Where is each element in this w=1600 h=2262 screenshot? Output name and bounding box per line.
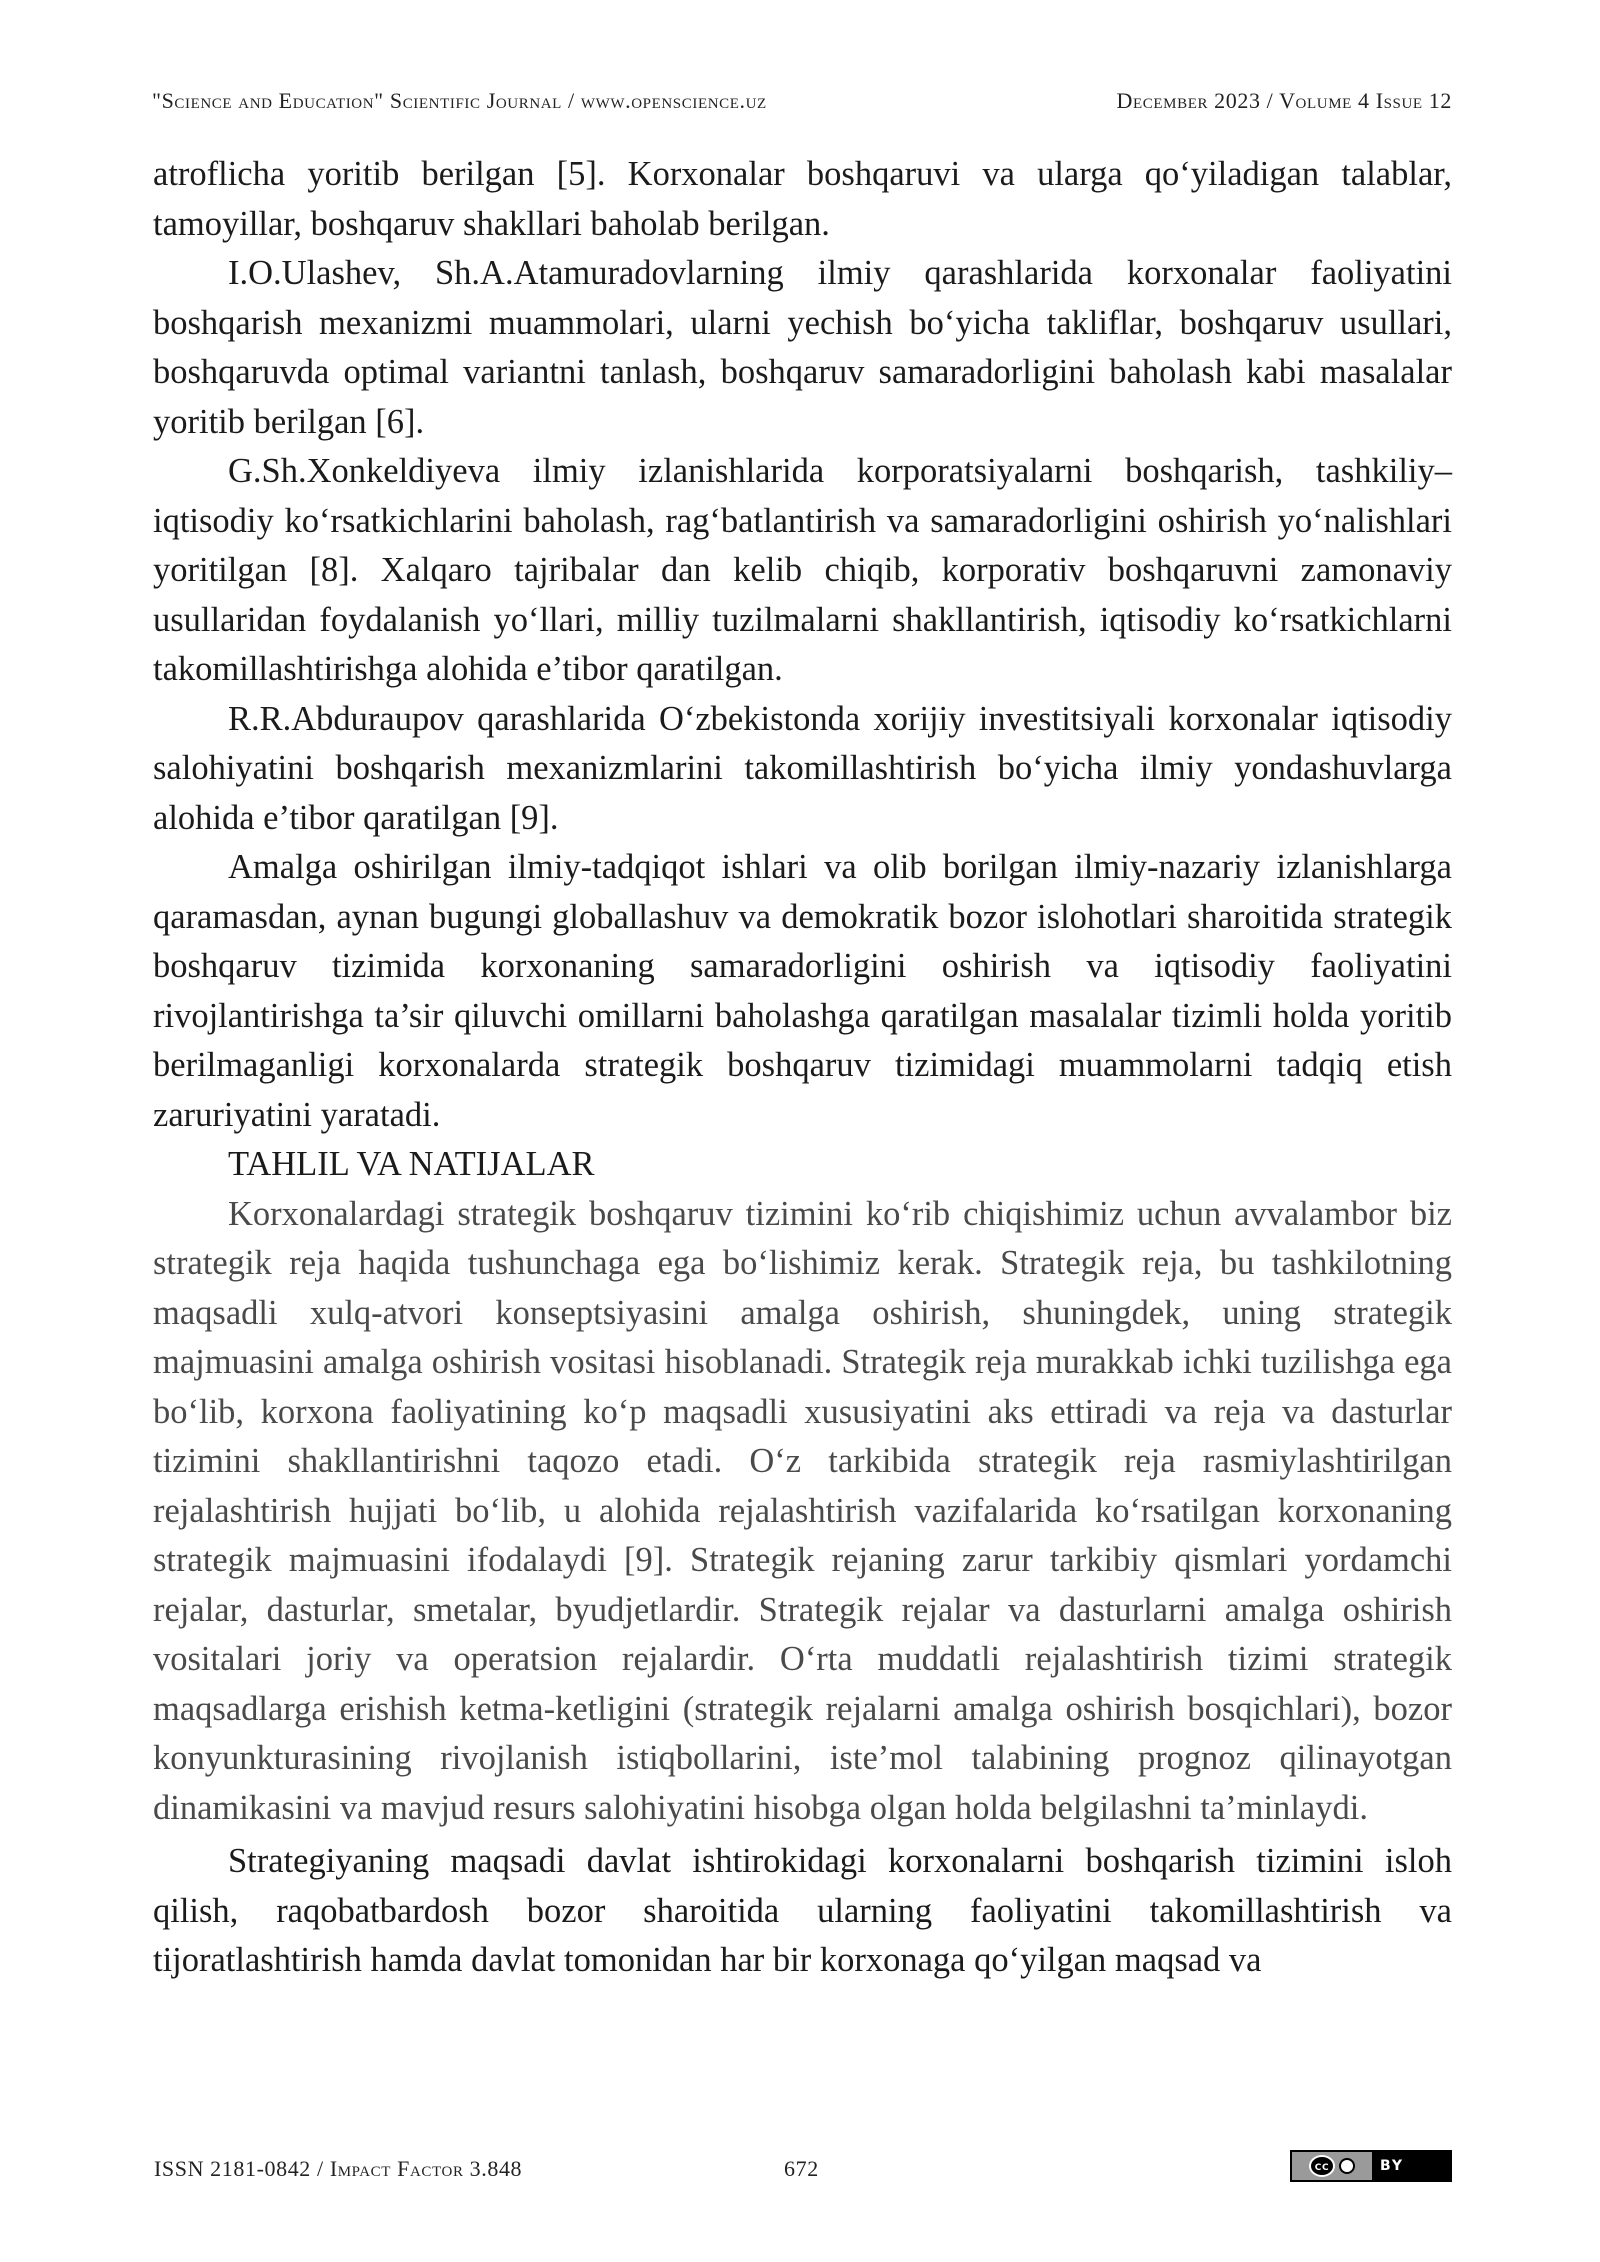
paragraph-research-gap: Amalga oshirilgan ilmiy-tadqiqot ishlari va olib borilgan ilmiy-nazariy izlanishlarga qaramasdan, aynan bugungi globallashuv va demokratik bozor islohotlari sharoitida strategik boshqaruv tizimida korxonaning samaradorligini oshirish va iqtisodiy faoliyatini rivojlantirishga ta’sir qiluvchi omillarni baholashga qaratilgan masalalar tizimli holda yoritib berilmaganligi korxonalarda strategik boshqaruv tizimidagi muammolarni tadqiq etish zaruriyatini yaratadi.: [153, 848, 1452, 1134]
paragraph-xonkeldiyeva: G.Sh.Xonkeldiyeva ilmiy izlanishlarida korporatsiyalarni boshqarish, tashkiliy–iqtisodiy ko‘rsatkichlarini baholash, rag‘batlantirish va samaradorligini oshirish yo‘nalishlari yoritilgan [8]. Xalqaro tajribalar dan kelib chiqib, korporativ boshqaruvni zamonaviy usullaridan foydalanish yo‘llari, milliy tuzilmalarni shakllantirish, iqtisodiy ko‘rsatkichlarni takomillashtirishga alohida e’tibor qaratilgan.: [153, 452, 1452, 688]
running-header: [150, 88, 1452, 120]
cc-text: cc: [1309, 2155, 1335, 2177]
attribution-icon: [1339, 2158, 1355, 2174]
page-footer: [150, 2150, 1452, 2190]
section-heading: TAHLIL VA NATIJALAR: [228, 1145, 595, 1183]
issue-info: December 2023 / Volume 4 Issue 12: [1116, 88, 1452, 113]
journal-name: "Science and Education" Scientific Journal / www.openscience.uz: [152, 88, 767, 113]
paragraph-ulashev: I.O.Ulashev, Sh.A.Atamuradovlarning ilmiy qarashlarida korxonalar faoliyatini boshqarish mexanizmi muammolari, ularni yechish bo‘yicha takliflar, boshqaruv usullari, boshqaruvda optimal variantni tanlash, boshqaruv samaradorligini baholash kabi masalalar yoritib berilgan [6].: [153, 254, 1452, 441]
cc-by-license-badge: [1290, 2150, 1452, 2182]
article-body: [153, 150, 1452, 1986]
paragraph-strategy-goal: Strategiyaning maqsadi davlat ishtirokidagi korxonalarni boshqarish tizimini isloh qilish, raqobatbardosh bozor sharoitida ularning faoliyatini takomillashtirish va tijoratlashtirish hamda davlat tomonidan har bir korxonaga qo‘yilgan maqsad va: [153, 1842, 1452, 1979]
by-label: BY: [1372, 2152, 1450, 2180]
issn-impact-factor: ISSN 2181-0842 / Impact Factor 3.848: [154, 2156, 523, 2181]
paragraph-continuation: atroflicha yoritib berilgan [5]. Korxonalar boshqaruvi va ularga qo‘yiladigan talablar, tamoyillar, boshqaruv shakllari baholab berilgan.: [153, 155, 1452, 243]
paragraph-abduraupov: R.R.Abduraupov qarashlarida O‘zbekistonda xorijiy investitsiyali korxonalar iqtisodiy salohiyatini boshqarish mexanizmlarini takomillashtirish bo‘yicha ilmiy yondashuvlarga alohida e’tibor qaratilgan [9].: [153, 699, 1452, 837]
paragraph-strategic-plan: Korxonalardagi strategik boshqaruv tizimini ko‘rib chiqishimiz uchun avvalambor biz strategik reja haqida tushunchaga ega bo‘lishimiz kerak. Strategik reja, bu tashkilotning maqsadli xulq-atvori konseptsiyasini amalga oshirish, shuningdek, uning strategik majmuasini amalga oshirish vositasi hisoblanadi. Strategik reja murakkab ichki tuzilishga ega bo‘lib, korxona faoliyatining ko‘p maqsadli xususiyatini aks ettiradi va reja va dasturlar tizimini shakllantirishni taqozo etadi. O‘z tarkibida strategik reja rasmiylashtirilgan rejalashtirish hujjati bo‘lib, u alohida rejalashtirish vazifalarida ko‘rsatilgan korxonaning strategik majmuasini ifodalaydi [9]. Strategik rejaning zarur tarkibiy qismlari yordamchi rejalar, dasturlar, smetalar, byudjetlardir. Strategik rejalar va dasturlarni amalga oshirish vositalari joriy va operatsion rejalardir. O‘rta muddatli rejalashtirish tizimi strategik maqsadlarga erishish ketma-ketligini (strategik rejalarni amalga oshirish bosqichlari), bozor konyunkturasining rivojlanish istiqbollarini, iste’mol talabining prognoz qilinayotgan dinamikasini va mavjud resurs salohiyatini hisobga olgan holda belgilashni ta’minlaydi.: [153, 1194, 1452, 1827]
page-number: 672: [784, 2156, 819, 2181]
cc-logo-icon: [1292, 2152, 1372, 2180]
